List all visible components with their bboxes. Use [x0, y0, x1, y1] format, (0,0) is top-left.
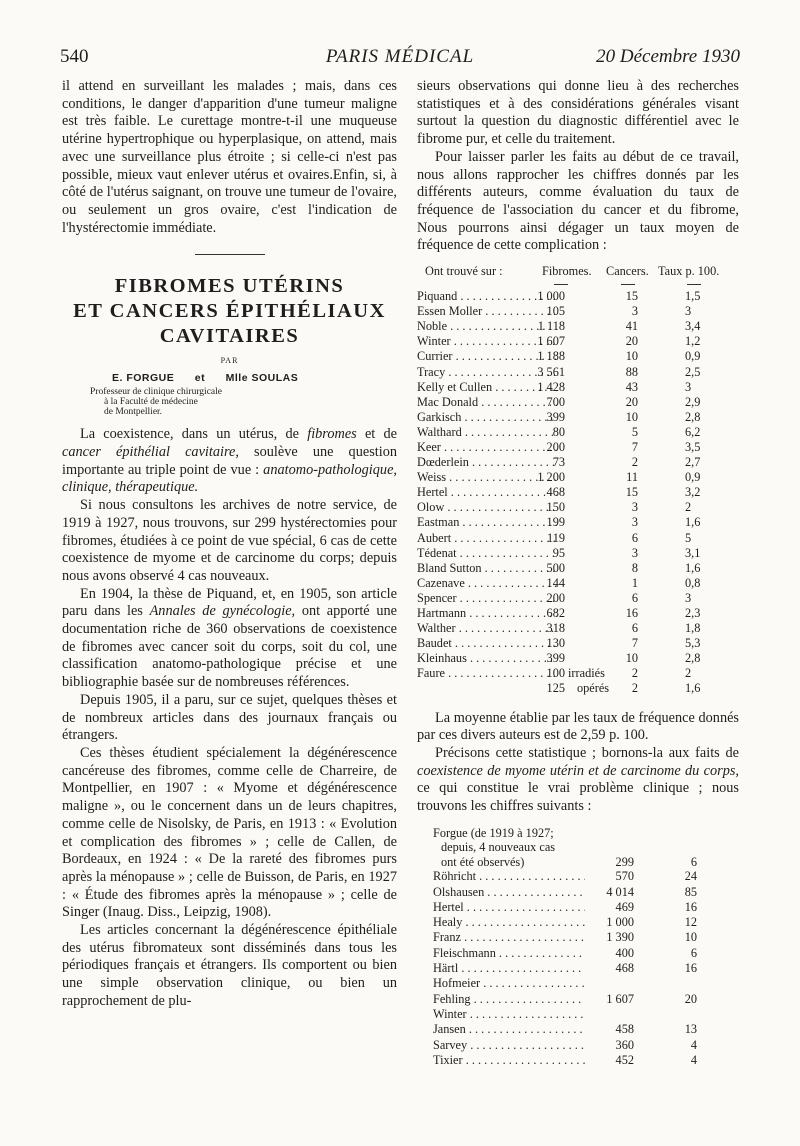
fibromes-value: 468 — [615, 961, 634, 976]
emphasis: anatomo-pathologique, clinique, thérapeutique. — [62, 461, 397, 496]
fibromes-value: 400 — [615, 945, 634, 960]
affiliation — [90, 387, 397, 417]
table-row — [417, 289, 739, 304]
table-row — [417, 470, 739, 485]
coexistence-table — [417, 826, 739, 1068]
author-name: Franz . . . — [433, 930, 585, 945]
cancers-value: 10 — [625, 409, 638, 424]
author-name: Walthard . . . — [417, 425, 557, 440]
author-name: Winter . . . — [417, 334, 557, 349]
table-row — [417, 651, 739, 666]
fibromes-value: 200 — [546, 590, 565, 605]
emphasis: cancer épithélial cavitaire — [62, 444, 236, 461]
table-row — [417, 515, 739, 530]
cancers-value: 6 — [631, 590, 638, 605]
taux-value: 1,5 — [685, 289, 701, 304]
author-name: Aubert . . . — [417, 531, 557, 546]
author-name: Sarvey . . . — [433, 1038, 585, 1053]
table-row — [417, 380, 739, 395]
cancers-value: 4 — [690, 1037, 697, 1052]
table-row — [417, 349, 739, 364]
cancers-value: 16 — [684, 961, 697, 976]
author-name: Hertel . . . — [417, 485, 557, 500]
taux-value: 5,3 — [685, 636, 701, 651]
paragraph — [417, 745, 739, 816]
author-name: Faure . . . — [417, 666, 557, 681]
table-row — [417, 621, 739, 636]
table-row — [417, 561, 739, 576]
author-name: Härtl . . . — [433, 961, 585, 976]
fibromes-value: 700 — [546, 394, 565, 409]
running-header — [60, 46, 740, 72]
column-header-taux: Taux p. 100. — [658, 264, 720, 279]
table-row — [417, 1022, 739, 1037]
table-row — [417, 500, 739, 515]
taux-value: 3,1 — [685, 545, 701, 560]
rule — [554, 284, 568, 285]
cancers-value: 10 — [684, 930, 697, 945]
cancers-value: 85 — [684, 884, 697, 899]
author-name: Baudet . . . — [417, 636, 557, 651]
article-separator — [195, 254, 265, 255]
cancers-value: 6 — [631, 621, 638, 636]
table-row — [417, 304, 739, 319]
cancers-value: 3 — [631, 304, 638, 319]
cancers-value: 2 — [631, 455, 638, 470]
fibromes-value: 105 — [546, 304, 565, 319]
taux-value: 3,5 — [685, 439, 701, 454]
article-title — [62, 274, 397, 349]
table-body — [417, 289, 739, 666]
author-name: Walther . . . — [417, 621, 557, 636]
fibromes-value: 4 014 — [606, 884, 634, 899]
cancers-value: 3 — [631, 545, 638, 560]
table-body — [417, 869, 739, 1068]
table-row — [417, 946, 739, 961]
cancers-value: 3 — [631, 500, 638, 515]
taux-value: 0,9 — [685, 349, 701, 364]
taux-value: 3 — [685, 304, 692, 319]
journal-title: PARIS MÉDICAL — [325, 46, 475, 67]
emphasis: coexistence de myome utérin et de carcinome du corps, — [417, 762, 739, 779]
table-row — [417, 546, 739, 561]
table-row — [417, 1053, 739, 1068]
fibromes-value: 1 607 — [606, 991, 634, 1006]
table-row — [417, 485, 739, 500]
paragraph: Depuis 1905, il a paru, sur ce sujet, quelques thèses et de nombreux articles dans des journaux français ou étrangers. — [62, 691, 397, 744]
text-run: ce qui constitue le vrai problème clinique ; nous trouvons les chiffres suivants : — [417, 780, 739, 815]
taux-value: 1,2 — [685, 334, 701, 349]
taux-value: 2,9 — [685, 394, 701, 409]
taux-value: 0,8 — [685, 575, 701, 590]
column-header-cancers: Cancers. — [606, 264, 649, 279]
cancers-value: 20 — [625, 394, 638, 409]
fibromes-value: 682 — [546, 606, 565, 620]
table-row — [417, 1007, 739, 1022]
taux-value: 2 — [685, 500, 692, 515]
table-row — [417, 636, 739, 651]
previous-article-ending: il attend en surveillant les malades ; mais, dans ces conditions, le danger d'apparition d'une tumeur maligne est très faible. Le curettage montre-t-il une muqueuse utérine hypertrophique ou hyperplasique, on attend, mais avec une surveillance plus étroite ; si celle-ci n'est pas possible, mieux vaut enlever utérus et ovaires.Enfin, si, à côté de l'utérus saignant, on trouve une tumeur de l'ovaire, ou seulement un gros ovaire, c'est l'indication de l'hystérectomie immédiate. — [62, 78, 397, 236]
table-row — [417, 826, 739, 870]
cancers-value: 6 — [690, 945, 697, 960]
fibromes-value: 1 390 — [606, 930, 634, 945]
article-title-line: CAVITAIRES — [159, 325, 300, 348]
fibromes-value: 73 — [552, 455, 565, 470]
author-name: Mac Donald . . . — [417, 395, 557, 410]
note: opérés — [577, 681, 610, 696]
taux-value: 2,8 — [685, 409, 701, 424]
fibromes-value: 469 — [615, 899, 634, 914]
cancers-value: 41 — [625, 319, 638, 334]
author-name: Healy . . . — [433, 915, 585, 930]
table-row — [417, 930, 739, 945]
taux-value: 1,6 — [685, 560, 701, 575]
header-rules — [417, 282, 739, 289]
fibromes-value: 1 607 — [537, 334, 565, 349]
cancers-value: 6 — [631, 530, 638, 545]
cancers-value: 88 — [625, 364, 638, 379]
cancers-value: 16 — [684, 899, 697, 914]
author-name: Tixier . . . — [433, 1053, 585, 1068]
affiliation-line: à la Faculté de médecine — [104, 397, 198, 408]
table-row — [417, 425, 739, 440]
author-forgue: E. FORGUE — [112, 372, 175, 385]
table-header — [417, 264, 739, 282]
taux-value: 1,6 — [685, 515, 701, 530]
author-name: Olshausen . . . — [433, 885, 585, 900]
right-column — [417, 78, 739, 1068]
fibromes-value: 95 — [552, 545, 565, 560]
taux-value: 3,2 — [685, 485, 701, 500]
fibromes-value: 399 — [546, 409, 565, 424]
table-row — [417, 885, 739, 900]
taux-value: 0,9 — [685, 470, 701, 485]
table-row — [417, 455, 739, 470]
affiliation-line: de Montpellier. — [104, 407, 163, 418]
fibromes-value: 100 — [546, 666, 565, 681]
issue-date: 20 Décembre 1930 — [596, 46, 740, 67]
table-row — [417, 1038, 739, 1053]
fibromes-value: 299 — [615, 854, 634, 869]
table-label: Ont trouvé sur : — [425, 264, 503, 279]
text-run: et de — [356, 426, 397, 443]
author-name: Hertel . . . — [433, 900, 585, 915]
author-name: Jansen . . . — [433, 1022, 585, 1037]
cancers-value: 7 — [631, 636, 638, 651]
taux-value: 2,5 — [685, 364, 701, 379]
cancers-value: 10 — [625, 349, 638, 364]
author-name: Piquand . . . — [417, 289, 557, 304]
fibromes-value: 570 — [615, 869, 634, 884]
cancers-value: 2 — [631, 681, 638, 696]
cancers-value: 3 — [631, 515, 638, 530]
taux-value: 1,8 — [685, 621, 701, 636]
table-row — [417, 440, 739, 455]
column-header-fibromes: Fibromes. — [542, 264, 592, 279]
paragraph: Les articles concernant la dégénérescence épithéliale des utérus fibromateux sont disséminés dans tous les périodiques français et étrangers. Ils comportent ou bien une simple observation clinique, ou bien un rapprochement de plu- — [62, 922, 397, 1009]
table-row — [417, 395, 739, 410]
table-row — [417, 576, 739, 591]
paragraph — [62, 426, 397, 497]
fibromes-value: 1 118 — [537, 319, 565, 334]
author-name: Hartmann . . . — [417, 606, 557, 621]
author-name: Currier . . . — [417, 349, 557, 364]
cancers-value: 24 — [684, 869, 697, 884]
cancers-value: 16 — [625, 606, 638, 620]
fibromes-value: 144 — [546, 575, 565, 590]
taux-value: 2 — [685, 666, 692, 681]
cancers-value: 13 — [684, 1022, 697, 1037]
authors — [112, 372, 397, 384]
taux-value: 2,7 — [685, 455, 701, 470]
author-note: depuis, 4 nouveaux cas — [441, 840, 556, 855]
fibromes-value: 1 200 — [537, 470, 565, 485]
author-name: Olow . . . — [417, 500, 557, 515]
table-row — [417, 319, 739, 334]
cancers-value: 15 — [625, 485, 638, 500]
rule — [687, 284, 701, 285]
author-name: Weiss . . . — [417, 470, 557, 485]
fibromes-value: 125 — [546, 681, 565, 696]
author-name: Fehling . . . — [433, 992, 585, 1007]
cancers-value: 4 — [690, 1052, 697, 1067]
cancers-value: 12 — [684, 915, 697, 930]
author-name: Spencer . . . — [417, 591, 557, 606]
table-row — [417, 531, 739, 546]
table-row — [417, 410, 739, 425]
taux-value: 3,4 — [685, 319, 701, 334]
fibromes-value: 500 — [546, 560, 565, 575]
paragraph — [62, 586, 397, 692]
author-name: Kelly et Cullen . . . — [417, 380, 557, 395]
table-row — [417, 900, 739, 915]
paragraph: Ces thèses étudient spécialement la dégénérescence cancéreuse des fibromes, comme celle de Charreire, de Montpellier, en 1907 : « Myome et dégénérescence maligne », ou le concernent dans un de leurs chapitres, comme celle de Nisolsky, de Paris, en 1913 : « Evolution et complication des fibromes » ; celle de Callen, de Bordeaux, en 1924 : « De la rareté des fibromes purs après la ménopause » ; celle de Buisson, de Paris, en 1927 : « Étude des fibromes après la ménopause » ; celle de Singer (Inaug. Diss., Leipzig, 1908). — [62, 744, 397, 921]
emphasis: fibromes — [307, 426, 357, 443]
taux-value: 1,6 — [685, 681, 701, 696]
author-name: Dœderlein . . . — [417, 455, 557, 470]
table-row — [417, 976, 739, 991]
cancers-value: 5 — [631, 424, 638, 439]
emphasis: Annales de gynécologie, — [149, 603, 296, 620]
author-name: Noble . . . — [417, 319, 557, 334]
table-row — [417, 591, 739, 606]
table-row — [417, 681, 739, 696]
table-row — [417, 961, 739, 976]
author-name: Kleinhaus . . . — [417, 651, 557, 666]
fibromes-value: 200 — [546, 439, 565, 454]
frequency-table — [417, 264, 739, 697]
fibromes-value: 452 — [615, 1052, 634, 1067]
author-name: Essen Moller . . . — [417, 304, 557, 319]
fibromes-value: 130 — [546, 636, 565, 651]
paragraph: Pour laisser parler les faits au début de ce travail, nous allons rapprocher les chiffres donnés par les différents auteurs, comme évaluation du taux de fréquence de l'association du cancer et du fibrome, Nous pourrons ainsi dégager un taux moyen de fréquence de cette complication : — [417, 148, 739, 254]
paragraph: sieurs observations qui donne lieu à des recherches statistiques et à des considérations générales visant surtout la question du diagnostic différentiel avec le fibrome pur, et celle du traitement. — [417, 78, 739, 148]
rule — [621, 284, 635, 285]
author-name: Forgue (de 1919 à 1927; — [433, 825, 554, 840]
author-name: Garkisch . . . — [417, 410, 557, 425]
taux-value: 2,3 — [685, 606, 701, 620]
cancers-value: 8 — [631, 560, 638, 575]
fibromes-value: 3 561 — [537, 364, 565, 379]
note: irradiés — [568, 666, 605, 681]
author-name: Winter . . . — [433, 1007, 585, 1022]
fibromes-value: 458 — [615, 1022, 634, 1037]
table-row — [417, 992, 739, 1007]
fibromes-value: 80 — [552, 424, 565, 439]
fibromes-value: 468 — [546, 485, 565, 500]
text-run: ont apporté une documentation riche de 360 observations de coexistence de fibromes avec cancer soit du corps, soit du col, une classification anatomo-pathologique précise et une bibliographie basée sur de nombreuses références. — [62, 603, 397, 691]
cancers-value: 7 — [631, 439, 638, 454]
taux-value: 2,8 — [685, 651, 701, 666]
taux-value: 3 — [685, 379, 692, 394]
article-title-line: FIBROMES UTÉRINS — [114, 275, 345, 298]
author-name: Röhricht . . . — [433, 869, 585, 884]
taux-value: 5 — [685, 530, 692, 545]
page-number: 540 — [60, 46, 89, 67]
paragraph: La moyenne établie par les taux de fréquence donnés par ces divers auteurs est de 2,59 p. 100. — [417, 709, 739, 744]
taux-value: 3 — [685, 590, 692, 605]
author-name: Tracy . . . — [417, 365, 557, 380]
author-name: Cazenave . . . — [417, 576, 557, 591]
cancers-value: 1 — [631, 575, 638, 590]
cancers-value: 43 — [625, 379, 638, 394]
author-name: Keer . . . — [417, 440, 557, 455]
fibromes-value: 150 — [546, 500, 565, 515]
fibromes-value: 1 000 — [537, 289, 565, 304]
author-conjunction: et — [194, 372, 206, 385]
author-name: Tédenat . . . — [417, 546, 557, 561]
table-row — [417, 915, 739, 930]
cancers-value: 10 — [625, 651, 638, 666]
cancers-value: 15 — [625, 289, 638, 304]
fibromes-value: 1 000 — [606, 915, 634, 930]
table-row — [417, 365, 739, 380]
fibromes-value: 318 — [546, 621, 565, 636]
cancers-value: 6 — [690, 854, 697, 869]
author-name: Bland Sutton . . . — [417, 561, 557, 576]
text-run: Précisons cette statistique ; bornons-la aux faits de — [435, 744, 739, 761]
fibromes-value: 360 — [615, 1037, 634, 1052]
table-row — [417, 334, 739, 349]
text-run: En 1904, la thèse de Piquand, et, en 1905, son article paru dans les — [62, 585, 397, 620]
table-row — [417, 606, 739, 621]
affiliation-line: Professeur de clinique chirurgicale — [90, 387, 222, 398]
paragraph: Si nous consultons les archives de notre service, de 1919 à 1927, nous trouvons, sur 299 hystérectomies pour fibromes, étudiées à ce point de vue spécial, 6 cas de cette coexistence de myome et de carcinome du corps; depuis nous avons observé 4 cas nouveaux. — [62, 497, 397, 584]
text-run: , soulève une question importante au triple point de vue : — [62, 444, 397, 478]
cancers-value: 20 — [684, 991, 697, 1006]
text-run: La coexistence, dans un utérus, de — [80, 426, 308, 443]
author-note: ont été observés) — [441, 854, 525, 869]
author-name: Hofmeier . . . — [433, 976, 585, 991]
article-title-line: ET CANCERS ÉPITHÉLIAUX — [73, 300, 386, 323]
by-line: PAR — [220, 356, 239, 366]
fibromes-value: 1 188 — [537, 349, 565, 364]
cancers-value: 20 — [625, 334, 638, 349]
cancers-value: 11 — [626, 470, 638, 485]
fibromes-value: 119 — [547, 530, 565, 545]
table-row — [417, 869, 739, 884]
author-name: Fleischmann . . . — [433, 946, 585, 961]
fibromes-value: 399 — [546, 651, 565, 666]
author-name: Eastman . . . — [417, 515, 557, 530]
fibromes-value: 199 — [546, 515, 565, 530]
cancers-value: 2 — [631, 666, 638, 681]
table-row — [417, 666, 739, 681]
author-soulas: Mlle SOULAS — [225, 372, 299, 385]
taux-value: 6,2 — [685, 424, 701, 439]
left-column — [62, 78, 397, 1011]
fibromes-value: 1 428 — [537, 379, 565, 394]
